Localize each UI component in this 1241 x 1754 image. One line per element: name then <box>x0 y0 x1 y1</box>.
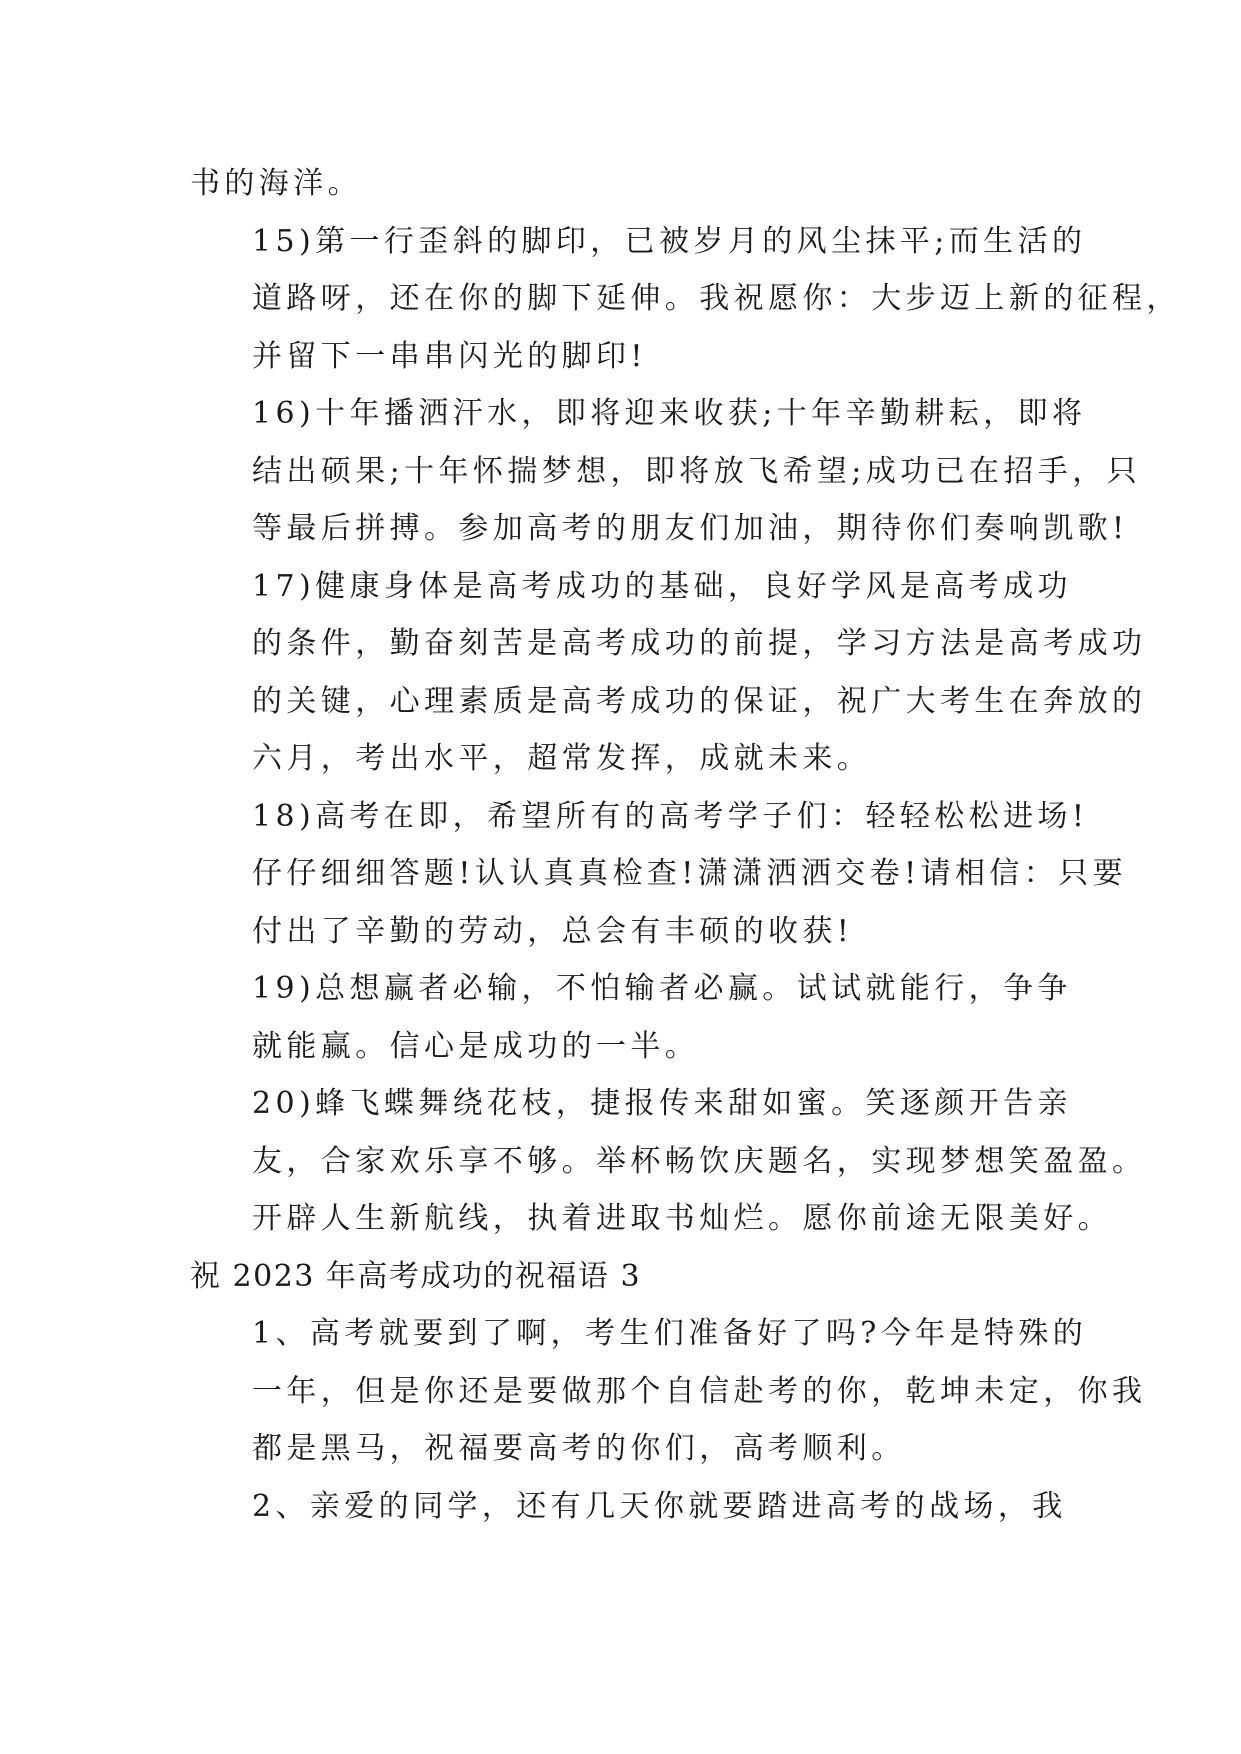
text-line: 一年，但是你还是要做那个自信赴考的你，乾坤未定，你我 <box>252 1373 1147 1409</box>
text-line: 15)第一行歪斜的脚印，已被岁月的风尘抹平;而生活的 <box>252 223 1087 259</box>
text-line: 2、亲爱的同学，还有几天你就要踏进高考的战场，我 <box>252 1488 1067 1524</box>
text-line: 都是黑马，祝福要高考的你们，高考顺利。 <box>252 1431 906 1466</box>
text-line: 18)高考在即，希望所有的高考学子们：轻轻松松进场! <box>252 798 1089 834</box>
text-line: 开辟人生新航线，执着进取书灿烂。愿你前途无限美好。 <box>252 1201 1112 1236</box>
document-body <box>190 155 1181 1535</box>
text-line: 结出硕果;十年怀揣梦想，即将放飞希望;成功已在招手，只 <box>252 453 1142 489</box>
text-line: 并留下一串串闪光的脚印! <box>252 338 647 374</box>
text-line: 20)蜂飞蝶舞绕花枝，捷报传来甜如蜜。笑逐颜开告亲 <box>252 1086 1072 1121</box>
text-line: 书的海洋。 <box>190 166 362 201</box>
wish-item-20 <box>190 1075 1147 1248</box>
text-line: 友，合家欢乐享不够。举杯畅饮庆题名，实现梦想笑盈盈。 <box>252 1143 1147 1179</box>
text-line: 1、高考就要到了啊，考生们准备好了吗?今年是特殊的 <box>252 1316 1088 1351</box>
text-line: 的关键，心理素质是高考成功的保证，祝广大考生在奔放的 <box>252 683 1147 719</box>
section-title-text: 祝 2023 年高考成功的祝福语 3 <box>190 1258 642 1294</box>
paragraph-continuation <box>190 155 1060 213</box>
wish-item-16 <box>190 385 1142 558</box>
section-wish-item-1 <box>190 1305 1147 1478</box>
section-wish-item-2 <box>190 1478 1067 1536</box>
text-line: 付出了辛勤的劳动，总会有丰硕的收获! <box>252 913 854 949</box>
text-line: 就能赢。信心是成功的一半。 <box>252 1028 700 1064</box>
text-line: 17)健康身体是高考成功的基础，良好学风是高考成功 <box>252 568 1072 604</box>
text-line: 19)总想赢者必输，不怕输者必赢。试试就能行，争争 <box>252 971 1072 1006</box>
text-line: 仔仔细细答题!认认真真检查!潇潇洒洒交卷!请相信：只要 <box>252 856 1127 891</box>
text-line: 16)十年播洒汗水，即将迎来收获;十年辛勤耕耘，即将 <box>252 396 1087 431</box>
text-line: 等最后拼搏。参加高考的朋友们加油，期待你们奏响凯歌! <box>252 511 1129 546</box>
text-line: 道路呀，还在你的脚下延伸。我祝愿你：大步迈上新的征程， <box>252 281 1181 316</box>
wish-item-18 <box>190 788 1127 961</box>
wish-item-19 <box>190 960 1072 1075</box>
section-title <box>190 1248 1060 1306</box>
text-line: 六月，考出水平，超常发挥，成就未来。 <box>252 741 872 776</box>
wish-item-17 <box>190 558 1147 788</box>
wish-item-15 <box>190 213 1181 386</box>
text-line: 的条件，勤奋刻苦是高考成功的前提，学习方法是高考成功 <box>252 626 1147 661</box>
